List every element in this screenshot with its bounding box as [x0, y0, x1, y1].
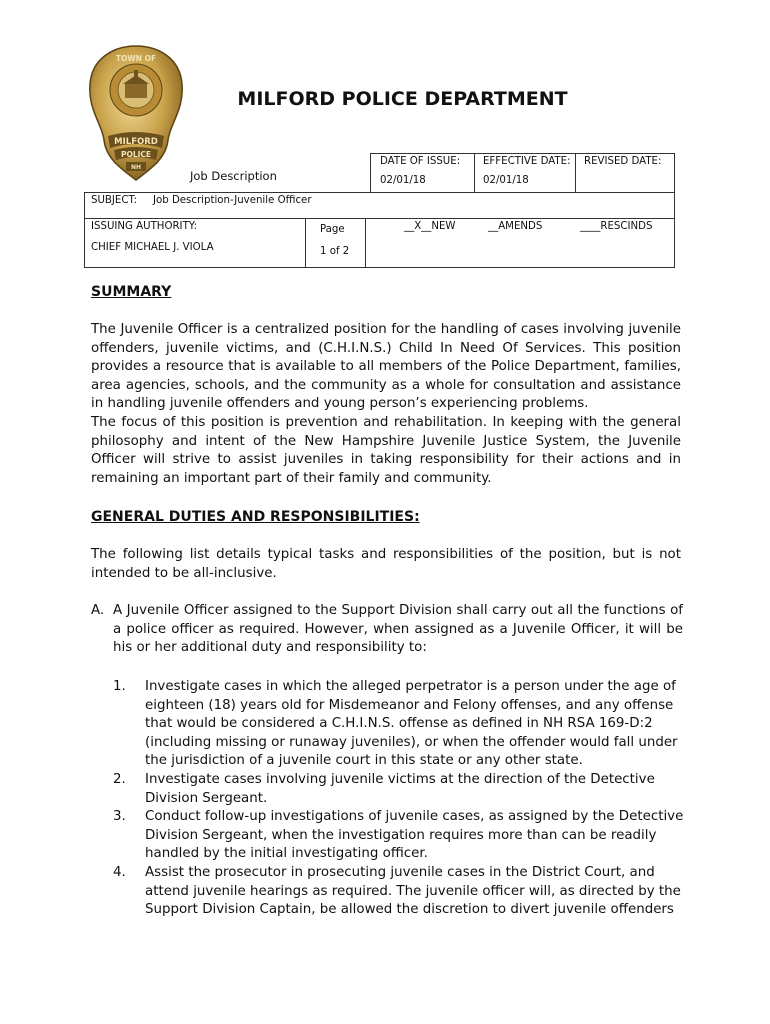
list-item: [145, 808, 684, 864]
police-badge-logo: [88, 44, 184, 182]
text-line: Conduct follow-up investigations of juvenile cases, as assigned by the Detective: [145, 809, 684, 824]
page-label: Page: [320, 224, 345, 235]
list-item-marker: 2.: [113, 772, 126, 787]
list-item-marker: 4.: [113, 865, 126, 880]
text-line: offenders, juvenile victims, and (C.H.I.N.S.) Child In Need Of Services. This position: [91, 340, 681, 356]
effective-date-value: 02/01/18: [483, 175, 529, 186]
text-line: Investigate cases involving juvenile victims at the direction of the Detective: [145, 772, 655, 787]
text-line: philosophy and intent of the New Hampshire Juvenile Justice System, the Juvenile: [91, 433, 681, 449]
text-line: the jurisdiction of a juvenile court in this state or any other state.: [145, 753, 583, 769]
section-a-marker: A.: [91, 603, 105, 618]
text-line: Assist the prosecutor in prosecuting juvenile cases in the District Court, and: [145, 865, 655, 880]
text-line: Officer will strive to assist juveniles in taking responsibility for their actions and in: [91, 452, 681, 468]
issuing-authority-label: ISSUING AUTHORITY:: [91, 221, 198, 232]
text-line: remaining an important part of their family and community.: [91, 470, 492, 486]
list-item: [145, 771, 680, 808]
summary-paragraph-1: [91, 321, 681, 414]
svg-text:POLICE: POLICE: [120, 150, 152, 159]
text-line: handled by the initial investigating officer.: [145, 846, 428, 862]
badge-town-text: MILFORD: [114, 137, 158, 147]
summary-paragraph-2: [91, 414, 681, 488]
duties-heading: GENERAL DUTIES AND RESPONSIBILITIES:: [91, 509, 420, 525]
subject-value: Job Description-Juvenile Officer: [153, 195, 312, 206]
text-line: The focus of this position is prevention and rehabilitation. In keeping with the general: [91, 415, 681, 430]
summary-heading: SUMMARY: [91, 284, 172, 300]
text-line: A Juvenile Officer assigned to the Support Division shall carry out all the functions of: [113, 603, 683, 618]
text-line: eighteen (18) years old for Misdemeanor and Felony offenses, and any offense: [145, 697, 674, 713]
text-line: intended to be all-inclusive.: [91, 565, 277, 581]
revised-date-label: REVISED DATE:: [584, 156, 662, 167]
text-line: provides a resource that is available to all members of the Police Department, families,: [91, 359, 681, 375]
doc-type: Job Description: [190, 169, 277, 183]
svg-text:TOWN OF: TOWN OF: [115, 54, 157, 63]
text-line: (including missing or runaway juveniles), or when the offender would fall under: [145, 734, 678, 750]
text-line: The following list details typical tasks and responsibilities of the position, but is not: [91, 547, 681, 562]
list-item: [145, 678, 680, 771]
page-value: 1 of 2: [320, 246, 350, 257]
list-item-marker: 3.: [113, 809, 126, 824]
page-title: MILFORD POLICE DEPARTMENT: [237, 88, 568, 110]
section-a-text: [113, 602, 683, 658]
text-line: attend juvenile hearings as required. The juvenile officer will, as directed by the: [145, 883, 681, 899]
new-checkbox-text: __X__NEW: [404, 221, 456, 232]
text-line: Investigate cases in which the alleged perpetrator is a person under the age of: [145, 679, 676, 694]
date-of-issue-label: DATE OF ISSUE:: [380, 156, 461, 167]
text-line: Division Sergeant.: [145, 790, 268, 806]
svg-text:NH: NH: [130, 164, 142, 171]
text-line: that would be considered a C.H.I.N.S. offense as defined in NH RSA 169-D:2: [145, 716, 653, 732]
issuing-authority-value: CHIEF MICHAEL J. VIOLA: [91, 242, 214, 253]
effective-date-label: EFFECTIVE DATE:: [483, 156, 571, 167]
rescinds-checkbox-text: ____RESCINDS: [580, 221, 653, 232]
list-item: [145, 864, 680, 920]
text-line: in handling juvenile offenders and young person’s experiencing problems.: [91, 396, 589, 412]
date-of-issue-value: 02/01/18: [380, 175, 426, 186]
text-line: Division Sergeant, when the investigation requires more than can be readily: [145, 827, 657, 843]
list-item-marker: 1.: [113, 679, 126, 694]
subject-label: SUBJECT:: [91, 195, 138, 206]
text-line: a police officer as required. However, when assigned as a Juvenile Officer, it will be: [113, 621, 683, 637]
text-line: his or her additional duty and responsibility to:: [113, 640, 427, 656]
text-line: Support Division Captain, be allowed the discretion to divert juvenile offenders: [145, 902, 674, 918]
text-line: The Juvenile Officer is a centralized position for the handling of cases involving juvenile: [91, 322, 681, 337]
amends-checkbox-text: __AMENDS: [488, 221, 543, 232]
text-line: area agencies, schools, and the community as a whole for consultation and assistance: [91, 377, 681, 393]
duties-intro: [91, 546, 681, 583]
